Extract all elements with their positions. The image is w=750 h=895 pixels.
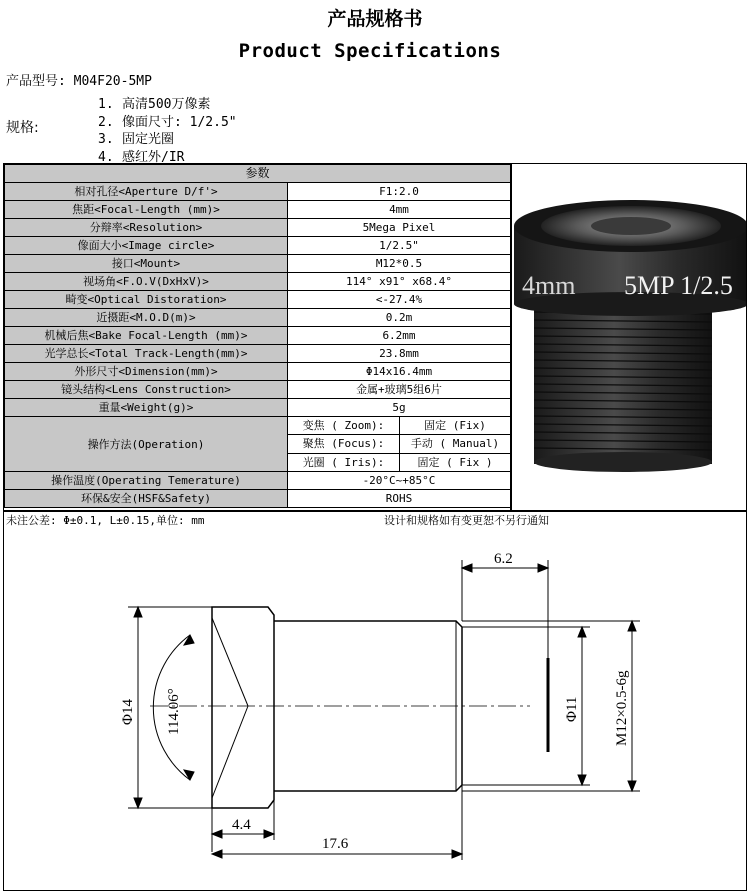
operation-label: 操作方法(Operation) [5,417,288,472]
param-value: F1:2.0 [288,183,511,201]
spec-item-num: 3. [98,132,114,147]
table-row [5,291,511,309]
param-label: 外形尺寸<Dimension(mm)> [5,363,288,381]
operation-name: 变焦 ( Zoom): [288,417,400,435]
spec-item-num: 2. [98,115,114,130]
param-label: 相对孔径<Aperture D/f'> [5,183,288,201]
page-title-en: Product Specifications [238,40,502,62]
param-label: 畸变<Optical Distoration> [5,291,288,309]
param-value: ROHS [288,490,511,508]
dim-inner-diameter: Φ11 [564,696,580,722]
lens-bottom [534,452,712,472]
spec-item-text: 感红外/IR [122,150,185,165]
table-header: 参数 [5,165,511,183]
spec-list-label: 规格: [6,120,39,136]
operation-value: 手动 ( Manual) [400,435,511,453]
table-row [5,417,511,435]
table-row [5,273,511,291]
technical-drawing [0,530,750,890]
lens-focal-text: 4mm [522,271,576,300]
param-label: 视场角<F.O.V(DxHxV)> [5,273,288,291]
param-value: M12*0.5 [288,255,511,273]
operation-value: 固定 ( Fix ) [400,453,511,471]
product-model: 产品型号: M04F20-5MP [6,74,152,89]
param-value: <-27.4% [288,291,511,309]
flange-outline [212,607,274,808]
table-row [5,237,511,255]
table-row [5,255,511,273]
dim-flange: 4.4 [232,817,251,833]
operation-value: 固定 (Fix) [400,417,511,435]
param-value: 4mm [288,201,511,219]
page-title-cn: 产品规格书 [327,8,423,30]
dim-angle: 114.06° [166,688,182,735]
table-row [5,399,511,417]
param-label: 近摄距<M.O.D(m)> [5,309,288,327]
param-value: 0.2m [288,309,511,327]
lens-glass-center [591,217,671,235]
spec-item-text: 固定光圈 [122,132,175,147]
param-value: 1/2.5" [288,237,511,255]
spec-table [4,164,511,508]
table-row [5,201,511,219]
dim-thread: M12×0.5-6g [614,670,630,746]
spec-item [98,93,210,112]
spec-item-text: 像面尺寸: 1/2.5" [122,115,237,130]
param-label: 操作温度(Operating Temerature) [5,472,288,490]
param-value: -20°C~+85°C [288,472,511,490]
table-row [5,327,511,345]
param-value: 5Mega Pixel [288,219,511,237]
param-value: 金属+玻璃5组6片 [288,381,511,399]
param-label: 分辩率<Resolution> [5,219,288,237]
table-row [5,363,511,381]
dim-diameter: Φ14 [120,699,136,725]
spec-item-num: 4. [98,150,114,165]
param-label: 像面大小<Image circle> [5,237,288,255]
operation-name: 光圈 ( Iris): [288,453,400,471]
table-row [5,381,511,399]
operation-name: 聚焦 (Focus): [288,435,400,453]
param-label: 镜头结构<Lens Construction> [5,381,288,399]
param-label: 接口<Mount> [5,255,288,273]
param-value: 114° x91° x68.4° [288,273,511,291]
table-row [5,183,511,201]
dim-length: 17.6 [322,836,349,852]
param-value: 23.8mm [288,345,511,363]
dim-back-focal: 6.2 [494,551,513,567]
lens-photo [512,186,746,478]
table-row [5,219,511,237]
lens-mp-text: 5MP 1/2.5 [624,271,733,300]
table-header-row [5,165,511,183]
param-value: 5g [288,399,511,417]
param-label: 环保&安全(HSF&Safety) [5,490,288,508]
spec-item-num: 1. [98,97,114,112]
param-label: 光学总长<Total Track-Length(mm)> [5,345,288,363]
param-value: 6.2mm [288,327,511,345]
disclaimer-note: 设计和规格如有变更恕不另行通知 [384,514,549,527]
spec-item [98,128,174,147]
tolerance-note: 未注公差: Φ±0.1, L±0.15,单位: mm [6,514,205,527]
table-row [5,472,511,490]
param-value: Φ14x16.4mm [288,363,511,381]
table-row [5,345,511,363]
param-label: 机械后焦<Bake Focal-Length (mm)> [5,327,288,345]
spec-item-text: 高清500万像素 [122,97,211,112]
table-row [5,309,511,327]
param-label: 重量<Weight(g)> [5,399,288,417]
param-label: 焦距<Focal-Length (mm)> [5,201,288,219]
table-row [5,490,511,508]
